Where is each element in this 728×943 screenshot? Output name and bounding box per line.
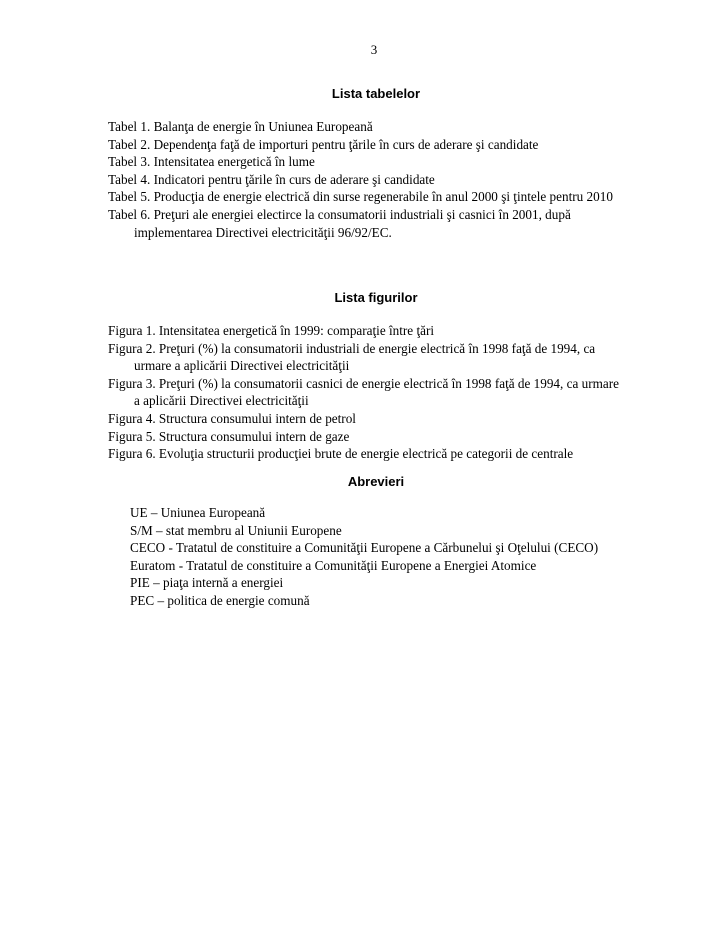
list-item: Figura 1. Intensitatea energetică în 1999: comparaţie între ţări <box>108 323 435 338</box>
abbreviation-item: UE – Uniunea Europeană <box>130 505 266 520</box>
abbreviation-item: PEC – politica de energie comună <box>130 592 310 608</box>
list-item: Tabel 4. Indicatori pentru ţările în curs de aderare şi candidate <box>108 171 435 187</box>
abbreviation-item: PIE – piaţa internă a energiei <box>130 575 284 591</box>
list-item: Tabel 6. Preţuri ale energiei electirce la consumatorii industriali şi casnici în 2001, după implementarea Directivei electricităţii 96/92/EC. <box>108 206 571 240</box>
tables-section-title: Lista tabelelor <box>331 86 421 101</box>
list-item: Tabel 1. Balanţa de energie în Uniunea Europeană <box>108 119 373 134</box>
list-item: Tabel 5. Producţia de energie electrică din surse regenerabile în anul 2000 şi ţintele pentru 2010 <box>108 189 613 205</box>
list-item: Figura 3. Preţuri (%) la consumatorii casnici de energie electrică în 1998 faţă de 1994, ca urmare a aplicării Directivei electricităţii <box>108 375 619 409</box>
abbreviation-item: S/M – stat membru al Uniunii Europene <box>130 522 342 538</box>
tables-list <box>108 118 628 241</box>
list-item: Tabel 2. Dependenţa faţă de importuri pentru ţările în curs de aderare şi candidate <box>108 136 539 152</box>
abbreviations-list <box>130 504 628 610</box>
abbreviations-section-title: Abrevieri <box>347 474 405 489</box>
page-number: 3 <box>370 42 378 57</box>
abbreviation-item: Euratom - Tratatul de constituire a Comunităţii Europene a Energiei Atomice <box>130 557 537 573</box>
abbreviation-item: CECO - Tratatul de constituire a Comunităţii Europene a Cărbunelui şi Oţelului (CECO) <box>130 540 599 556</box>
list-item: Figura 4. Structura consumului intern de petrol <box>108 410 356 426</box>
list-item: Figura 5. Structura consumului intern de gaze <box>108 428 350 444</box>
list-item: Figura 6. Evoluţia structurii producţiei brute de energie electrică pe categorii de centrale <box>108 446 574 462</box>
figures-section-title: Lista figurilor <box>334 290 418 305</box>
figures-list <box>108 322 628 463</box>
list-item: Figura 2. Preţuri (%) la consumatorii industriali de energie electrică în 1998 faţă de 1994, ca urmare a aplicării Directivei electricităţii <box>108 340 596 374</box>
list-item: Tabel 3. Intensitatea energetică în lume <box>108 154 315 170</box>
